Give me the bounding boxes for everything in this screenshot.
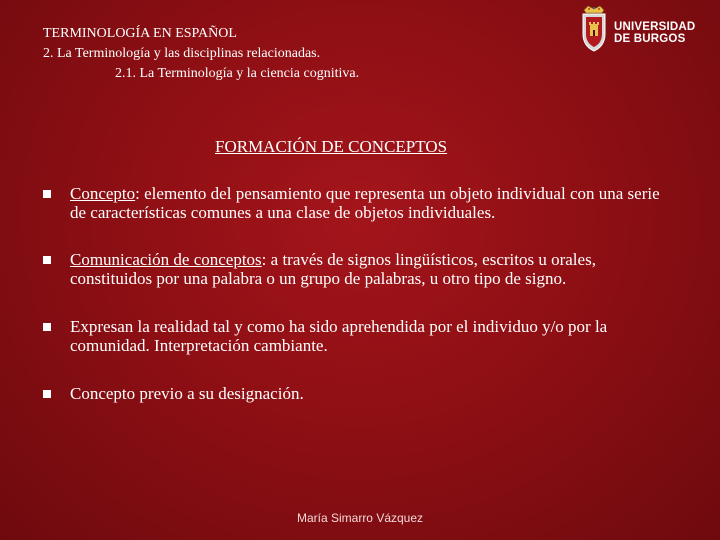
bullet-list (40, 184, 675, 403)
logo-wordmark: UNIVERSIDAD DE BURGOS (614, 21, 696, 45)
slide-footer-author: María Simarro Vázquez (296, 511, 424, 525)
bullet-text: : a través de signos lingüísticos, escritos u orales, constituidos por una palabra o un grupo de palabras, u otro tipo de signo. (70, 250, 596, 288)
header-section: 2. La Terminología y las disciplinas relacionadas. (43, 46, 321, 61)
header-course-title: TERMINOLOGÍA EN ESPAÑOL (43, 26, 237, 41)
university-logo (578, 4, 708, 56)
list-item (40, 184, 675, 222)
square-bullet-icon (43, 390, 51, 398)
bullet-term: Concepto (70, 184, 136, 203)
slide-header (43, 24, 359, 84)
square-bullet-icon (43, 256, 51, 264)
slide-title: FORMACIÓN DE CONCEPTOS (215, 137, 448, 156)
list-item (40, 250, 675, 288)
square-bullet-icon (43, 190, 51, 198)
bullet-text: Expresan la realidad tal y como ha sido aprehendida por el individuo y/o por la comunidad. Interpretación cambiante. (70, 317, 608, 355)
bullet-text: : elemento del pensamiento que representa un objeto individual con una serie de características comunes a una clase de objetos individuales. (70, 184, 660, 222)
coat-of-arms-icon (578, 4, 610, 54)
bullet-term: Comunicación de conceptos (70, 250, 262, 269)
bullet-text: Concepto previo a su designación. (70, 384, 304, 403)
list-item (40, 317, 675, 355)
square-bullet-icon (43, 323, 51, 331)
list-item (40, 384, 675, 403)
header-subsection: 2.1. La Terminología y la ciencia cognitiva. (115, 66, 360, 81)
